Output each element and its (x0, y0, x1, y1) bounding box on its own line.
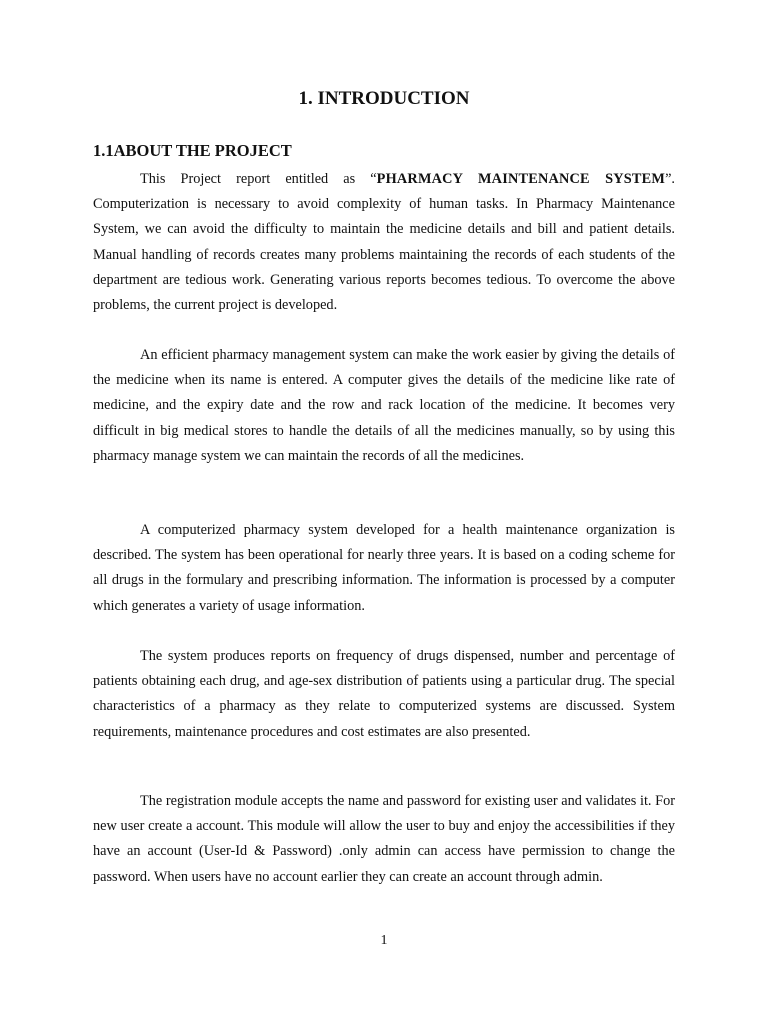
paragraph-system-reports: The system produces reports on frequency of drugs dispensed, number and percentage of patients obtaining each drug, and age-sex distribution of patients using a particular drug. The special characteristics of a pharmacy as they relate to computerized systems are discussed. System requirements, maintenance procedures and cost estimates are also presented. (93, 648, 675, 740)
chapter-title: 1. INTRODUCTION (298, 88, 470, 109)
page-number: 1 (380, 933, 388, 948)
section-title: 1.1ABOUT THE PROJECT (93, 141, 292, 160)
paragraph-pharmacy-management: An efficient pharmacy management system can make the work easier by giving the details of the medicine when its name is entered. A computer gives the details of the medicine like rate of medicine, and the expiry date and the row and rack location of the medicine. It becomes very difficult in big medical stores to handle the details of all the medicines manually, so by using this pharmacy manage system we can maintain the records of all the medicines. (93, 347, 675, 464)
paragraph-1-lead-text: This Project report entitled as “ (140, 171, 377, 187)
paragraph-1-body-text: ”. Computerization is necessary to avoid complexity of human tasks. In Pharmacy Maintenance System, we can avoid the difficulty to maintain the medicine details and bill and patient details. Manual handling of records creates many problems maintaining the records of each students of the department are tedious work. Generating various reports becomes tedious. To overcome the above problems, the current project is developed. (93, 171, 675, 314)
paragraph-computerized-system: A computerized pharmacy system developed for a health maintenance organization is described. The system has been operational for nearly three years. It is based on a coding scheme for all drugs in the formulary and prescribing information. The information is processed by a computer which generates a variety of usage information. (93, 522, 675, 614)
project-title: PHARMACY MAINTENANCE SYSTEM (376, 171, 666, 187)
paragraph-project-description (93, 167, 675, 318)
paragraph-registration-module: The registration module accepts the name and password for existing user and validates it. For new user create a account. This module will allow the user to buy and enjoy the accessibilities if they have an account (User-Id & Password) .only admin can access have permission to change the password. When users have no account earlier they can create an account through admin. (93, 793, 675, 885)
